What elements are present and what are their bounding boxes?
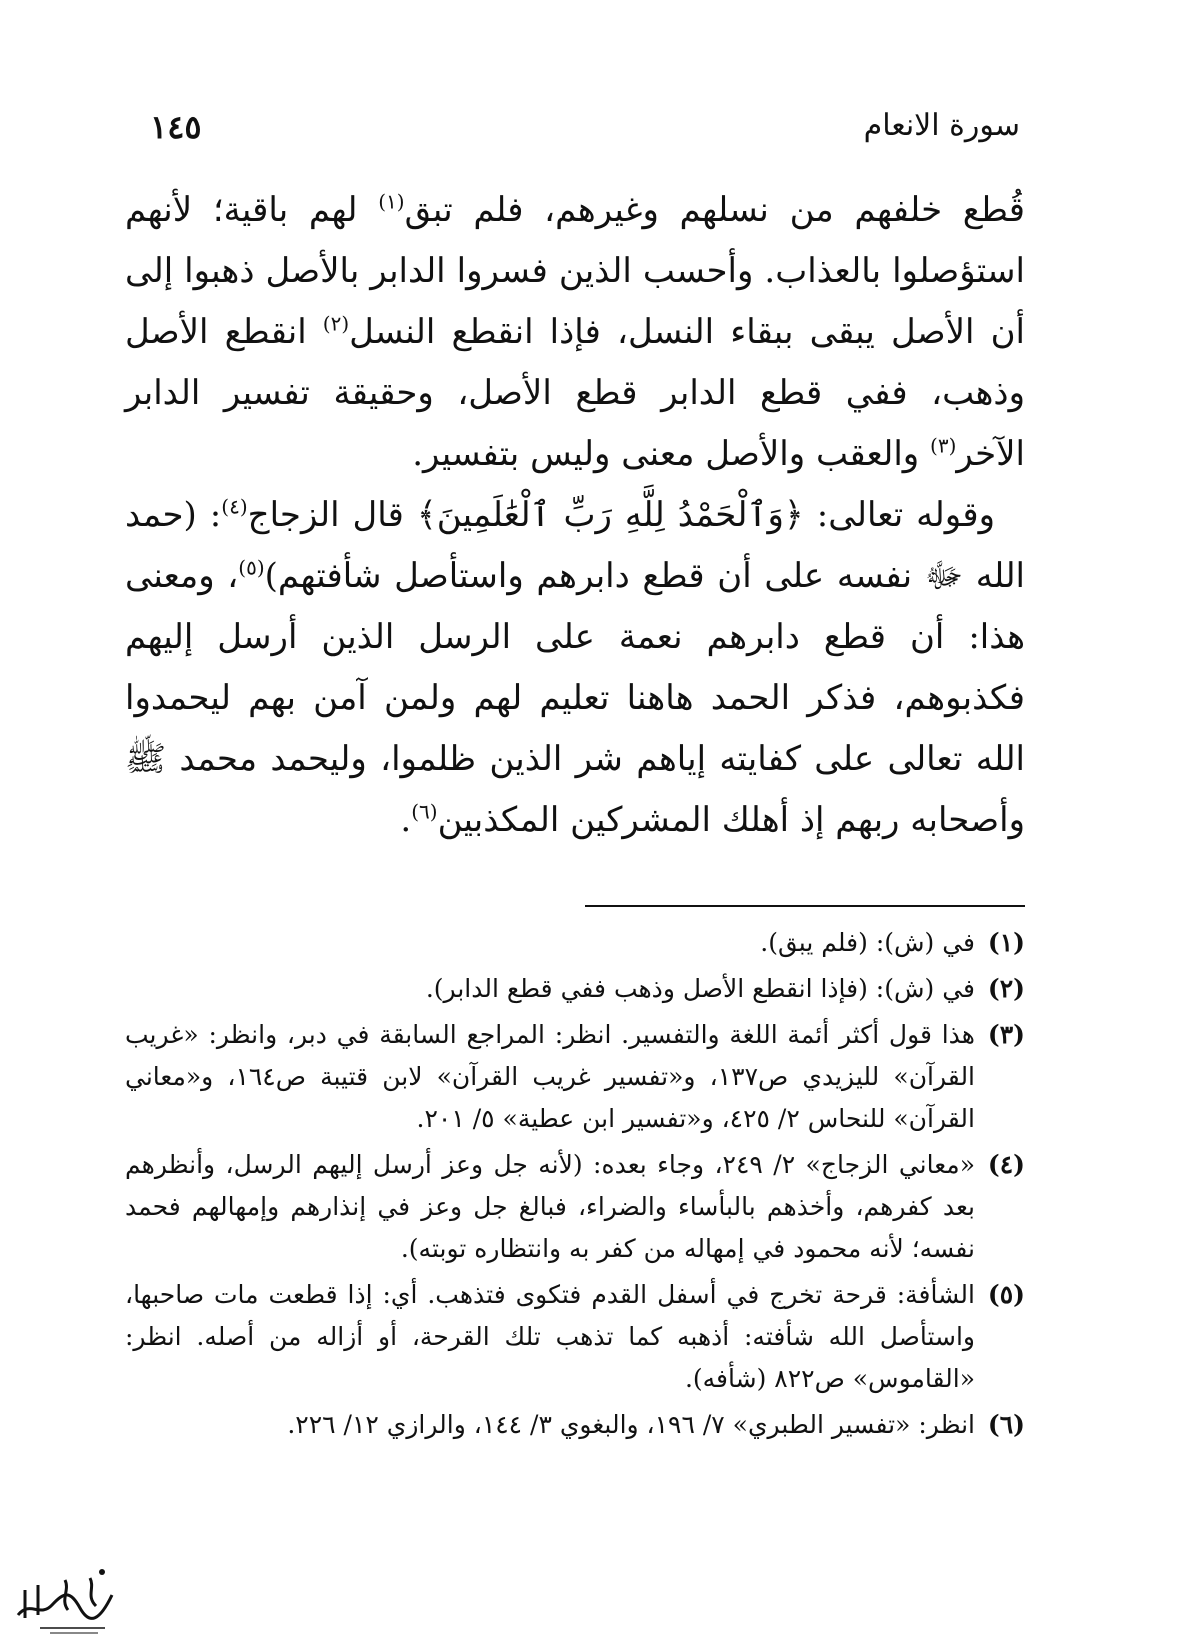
footnote-ref-1: (١) [378,189,405,214]
footnote-number: (٤) [987,1150,1025,1179]
footnote-6 [125,1404,1025,1446]
page-header [150,108,1020,158]
footnote-number: (٦) [987,1410,1025,1439]
paragraph-text: لهم باقية؛ لأنهم استؤصلوا بالعذاب. وأحسب الذين فسروا الدابر بالأصل ذهبوا إلى أن الأصل يبقى ببقاء النسل، فإذا انقطع النسل [125,190,1025,352]
footnote-1 [125,922,1025,964]
paragraph-text: وقوله تعالى: ﴿وَٱلْحَمْدُ لِلَّهِ رَبِّ ٱلْعَٰلَمِينَ﴾ قال الزجاج [247,495,995,535]
footnote-number: (٢) [987,974,1025,1003]
footnote-4 [125,1144,1025,1270]
paragraph-1 [125,180,1025,485]
footnotes [125,922,1025,1450]
logo-graphic [10,1560,120,1640]
footnote-text: «معاني الزجاج» ٢/ ٢٤٩، وجاء بعده: (لأنه جل وعز أرسل إليهم الرسل، وأنظرهم بعد كفرهم، وأخذهم بالبأساء والضراء، فبالغ جل وعز في إنذارهم وإمهالهم فحمد نفسه؛ لأنه محمود في إمهاله من كفر به وانتظاره توبته). [125,1150,975,1263]
paragraph-text: : (حمد الله ﷻ نفسه على أن قطع دابرهم واستأصل شأفتهم) [125,495,1025,596]
footnote-text: في (ش): (فلم يبق). [760,928,975,957]
paragraph-text: . [400,800,412,840]
footnote-number: (٥) [987,1280,1025,1309]
footnote-text: الشأفة: قرحة تخرج في أسفل القدم فتكوى فتذهب. أي: إذا قطعت مات صاحبها، واستأصل الله شأفته: أذهبه كما تذهب تلك القرحة، أو أزاله من أصله. انظر: «القاموس» ص٨٢٢ (شأفه). [125,1280,975,1393]
footnote-ref-5: (٥) [238,555,265,580]
footnote-3 [125,1014,1025,1140]
footnote-5 [125,1274,1025,1400]
footnote-text: هذا قول أكثر أئمة اللغة والتفسير. انظر: المراجع السابقة في دبر، وانظر: «غريب القرآن» لليزيدي ص١٣٧، و«تفسير غريب القرآن» لابن قتيبة ص١٦٤، و«معاني القرآن» للنحاس ٢/ ٤٢٥، و«تفسير ابن عطية» ٥/ ٢٠١. [125,1020,976,1133]
calligraphy-logo-icon [10,1560,120,1640]
paragraph-text: قُطع خلفهم من نسلهم وغيرهم، فلم تبق [404,190,1026,230]
main-text [125,180,1025,851]
surah-title: سورة الانعام [863,108,1020,143]
paragraph-text: ، ومعنى هذا: أن قطع دابرهم نعمة على الرسل الذين أرسل إليهم فكذبوهم، فذكر الحمد هاهنا تعليم لهم ولمن آمن بهم ليحمدوا الله تعالى على كفايته إياهم شر الذين ظلموا، وليحمد محمد ﷺ وأصحابه ربهم إذ أهلك المشركين المكذبين [125,556,1025,840]
paragraph-text: والعقب والأصل معنى وليس بتفسير. [412,434,930,474]
footnote-number: (١) [987,928,1025,957]
footnote-ref-4: (٤) [221,494,248,519]
paragraph-text: انقطع الأصل وذهب، ففي قطع الدابر قطع الأصل، وحقيقة تفسير الدابر الآخر [125,312,1025,474]
page-number: ١٤٥ [150,108,202,146]
footnote-2 [125,968,1025,1010]
footnote-text: في (ش): (فإذا انقطع الأصل وذهب ففي قطع الدابر). [425,974,975,1003]
footnote-separator [585,905,1025,907]
paragraph-2 [125,485,1025,851]
footnote-text: انظر: «تفسير الطبري» ٧/ ١٩٦، والبغوي ٣/ ١٤٤، والرازي ١٢/ ٢٢٦. [287,1410,975,1439]
footnote-number: (٣) [987,1020,1025,1049]
footnote-ref-3: (٣) [930,433,957,458]
footnote-ref-2: (٢) [322,311,350,336]
footnote-ref-6: (٦) [411,799,438,824]
